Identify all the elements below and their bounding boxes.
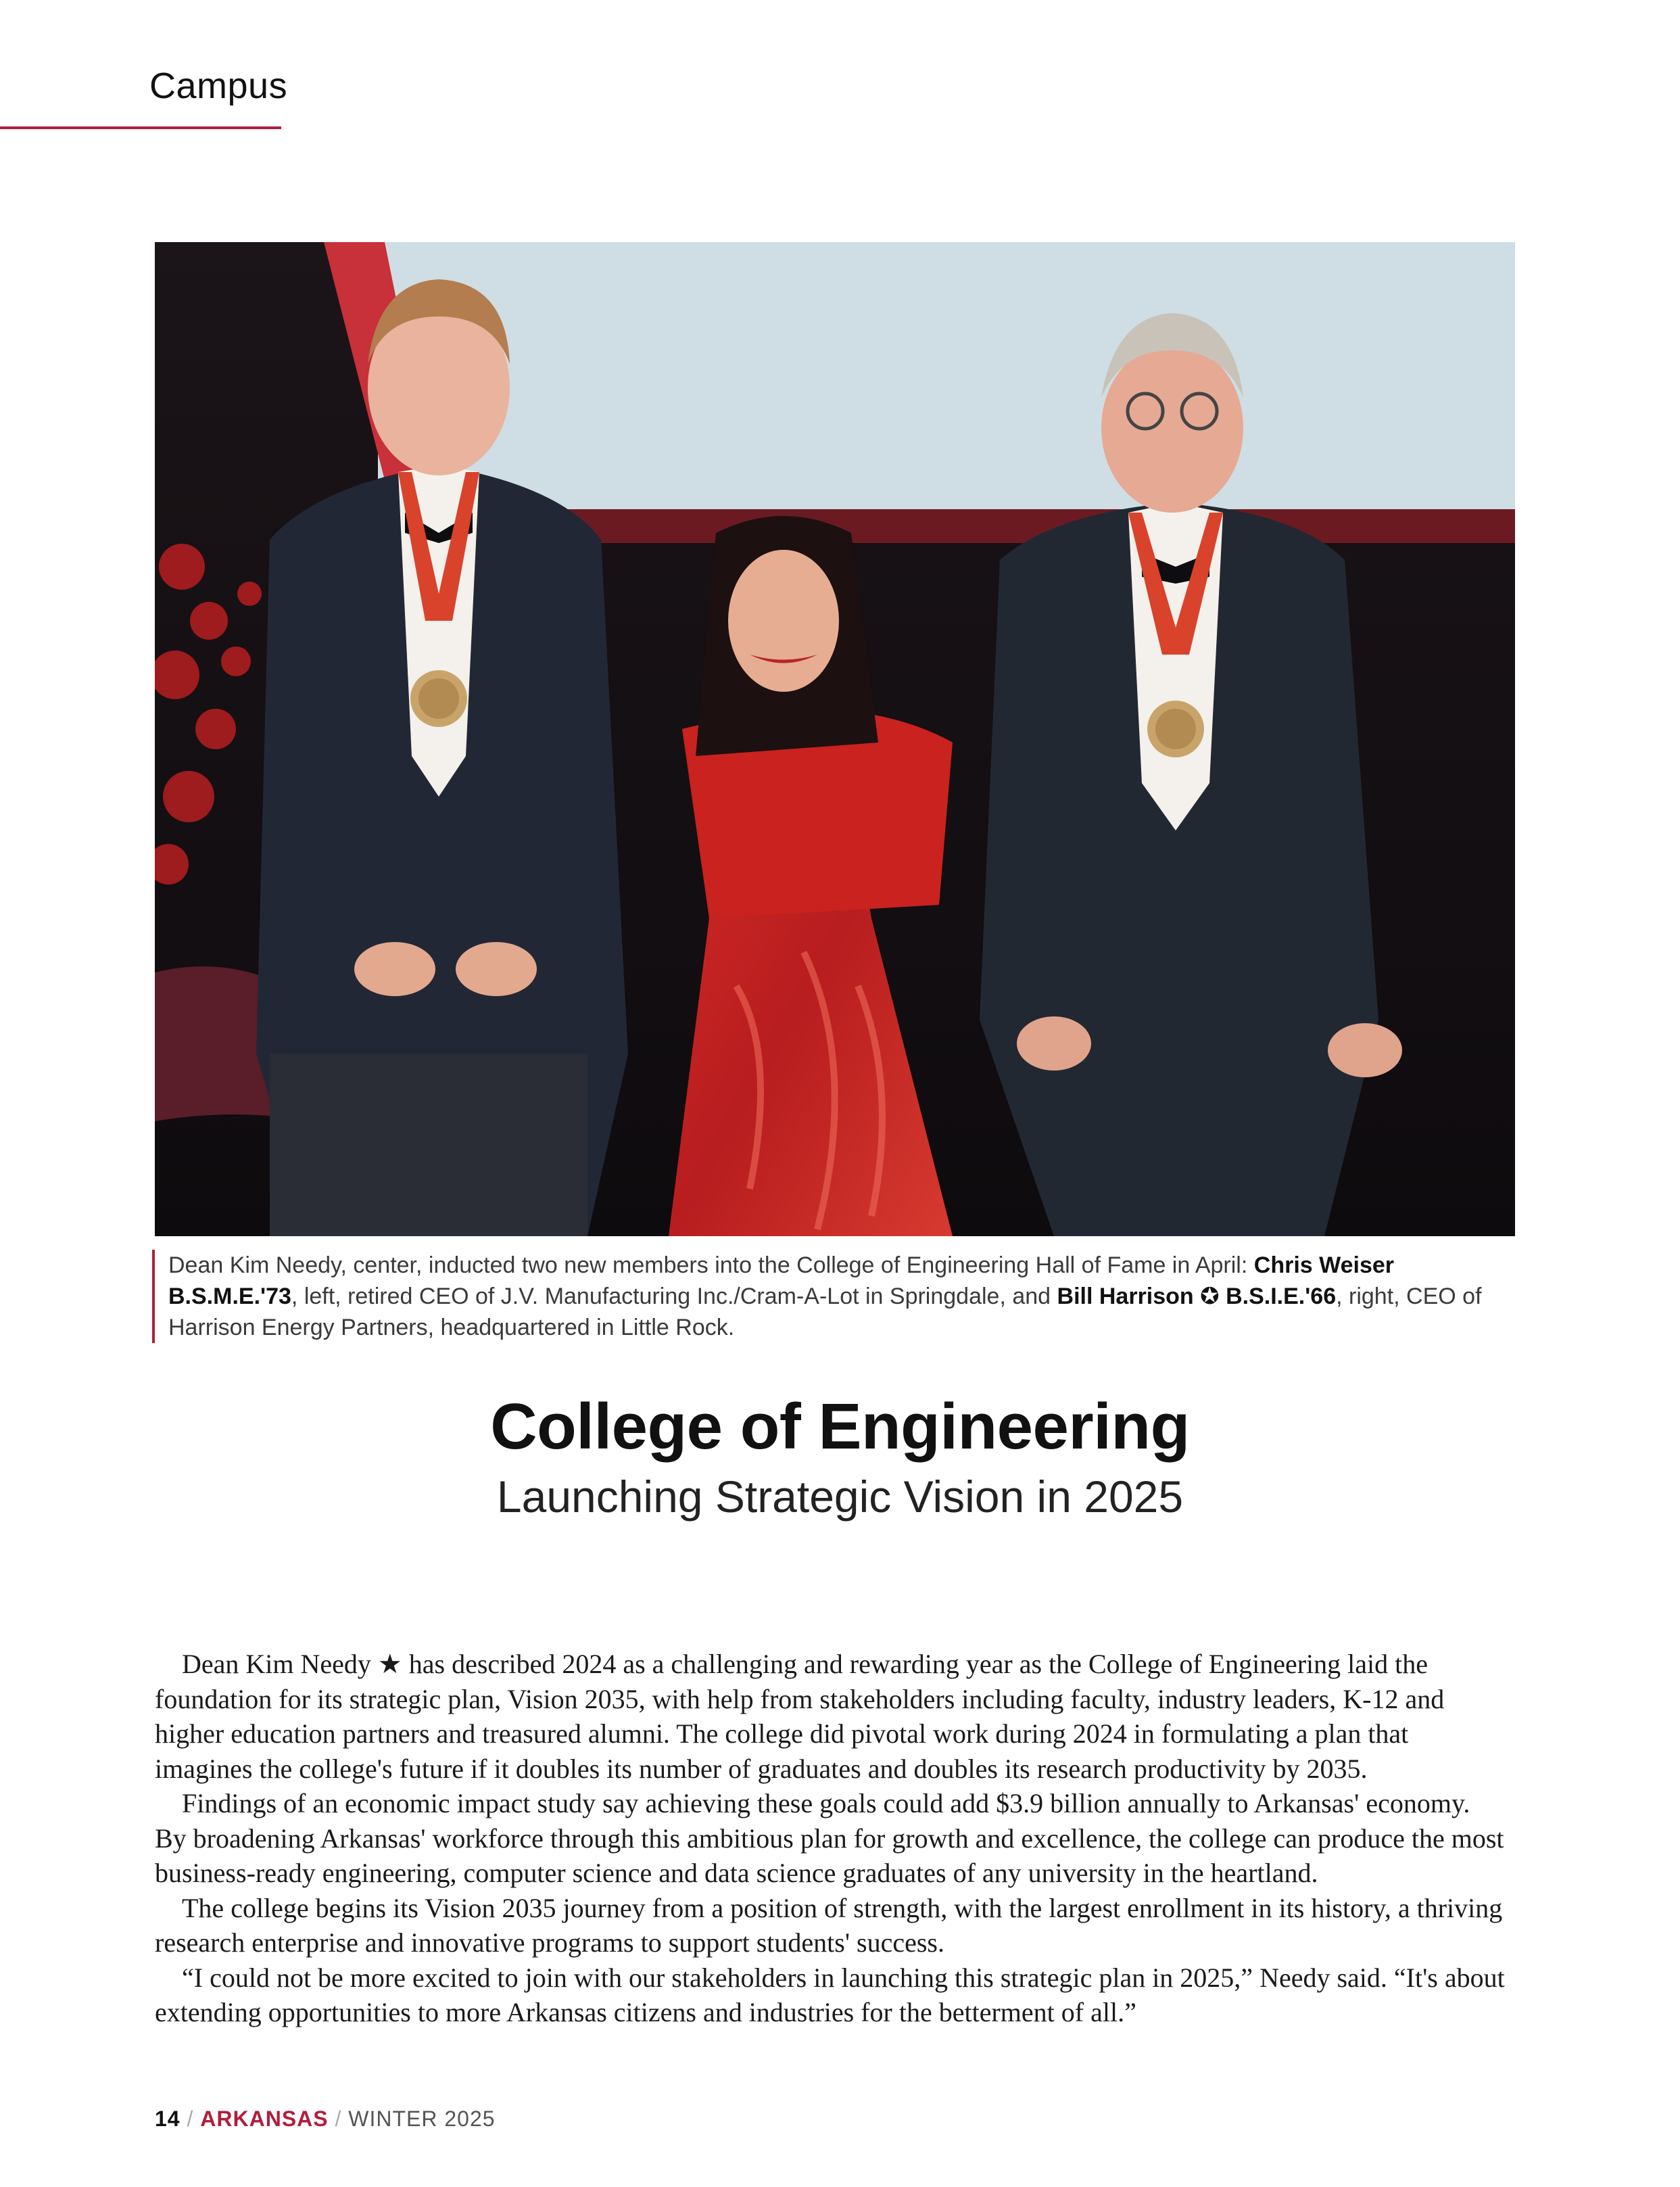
caption-intro: Dean Kim Needy, center, inducted two new members into the College of Engineering Hall of Fame in April: — [168, 1252, 1254, 1278]
feature-photo — [155, 242, 1515, 1236]
body-paragraph: “I could not be more excited to join with our stakeholders in launching this strategic plan in 2025,” Needy said. “It's about extending opportunities to more Arkansas citizens and industries for the betterment of all.” — [155, 1962, 1505, 2027]
page-number: 14 — [155, 2107, 181, 2131]
photo-caption — [152, 1250, 1514, 1343]
section-label: Campus — [149, 66, 288, 106]
photo-illustration — [155, 242, 1515, 1236]
footer-separator: / — [187, 2107, 194, 2131]
article-headline: College of Engineering — [490, 1390, 1190, 1463]
magazine-name: ARKANSAS — [200, 2107, 329, 2131]
projection-screen — [378, 242, 1515, 509]
caption-middle: , left, retired CEO of J.V. Manufacturing Inc./Cram-A-Lot in Springdale, and — [291, 1284, 1057, 1309]
caption-name-weiser: Chris Weiser B.S.M.E.'73 — [168, 1252, 1395, 1309]
section-rule — [0, 126, 281, 129]
caption-name-harrison: Bill Harrison ✪ B.S.I.E.'66 — [1057, 1284, 1337, 1309]
body-paragraph: Findings of an economic impact study say achieving these goals could add $3.9 billion annually to Arkansas' economy. By broadening Arkansas' workforce through this ambitious plan for growth and excellence, the college can produce the most business-ready engineering, computer science and data science graduates of any university in the heartland. — [155, 1788, 1504, 1888]
issue-label: WINTER 2025 — [348, 2107, 496, 2131]
caption-outro: , right, CEO of Harrison Energy Partners, headquartered in Little Rock. — [168, 1284, 1482, 1340]
page-footer — [155, 2107, 496, 2132]
body-paragraph: The college begins its Vision 2035 journey from a position of strength, with the largest enrollment in its history, a thriving research enterprise and innovative programs to support students' success. — [155, 1892, 1503, 1958]
article-body — [155, 1647, 1507, 2030]
article-subhead: Launching Strategic Vision in 2025 — [496, 1472, 1184, 1522]
body-paragraph: Dean Kim Needy ★ has described 2024 as a challenging and rewarding year as the College of Engineering laid the foundation for its strategic plan, Vision 2035, with help from stakeholders including faculty, industry leaders, K-12 and higher education partners and treasured alumni. The college did pivotal work during 2024 in formulating a plan that imagines the college's future if it doubles its number of graduates and doubles its research productivity by 2035. — [155, 1649, 1445, 1784]
footer-separator: / — [335, 2107, 342, 2131]
